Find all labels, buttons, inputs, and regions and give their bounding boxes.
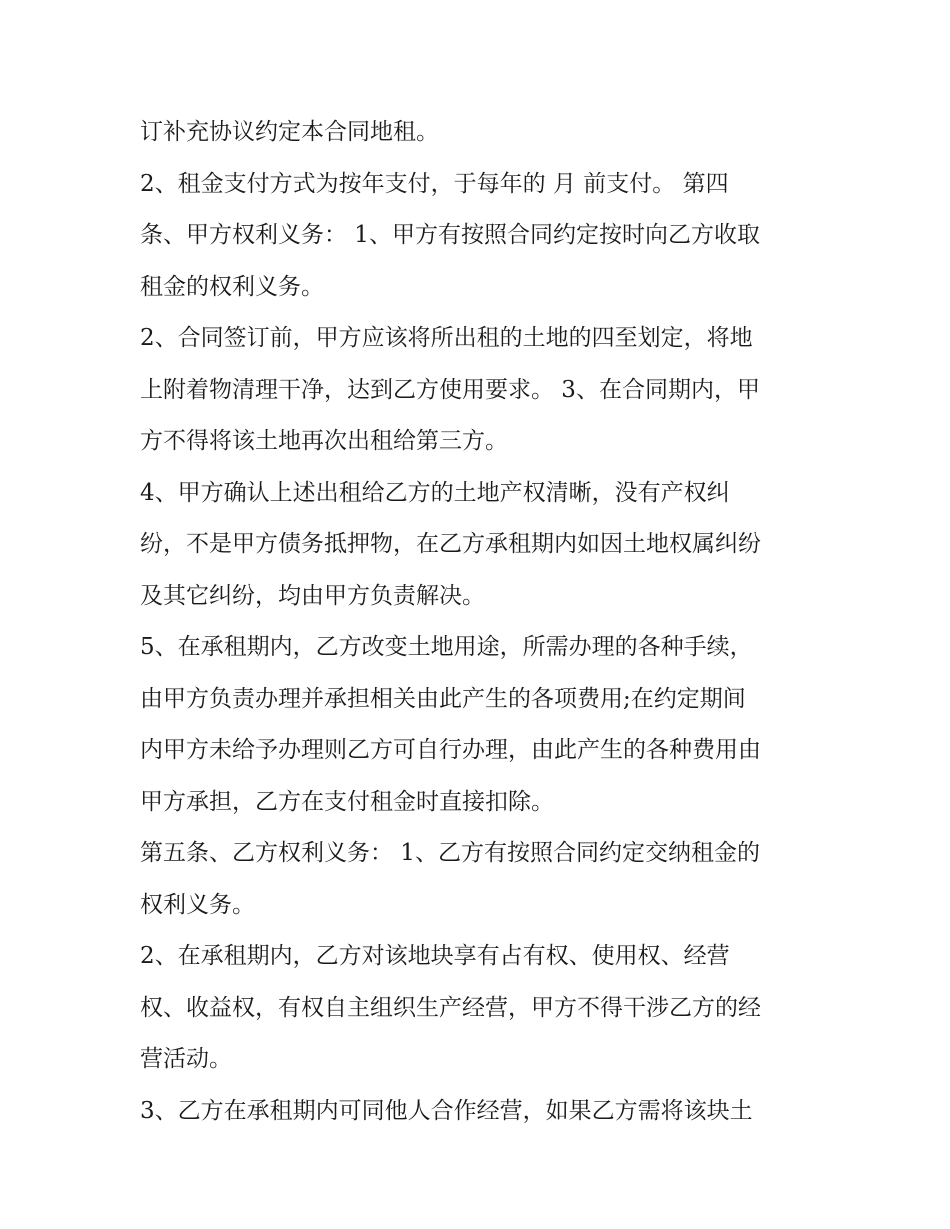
text-line: 4、甲方确认上述出租给乙方的土地产权清晰，没有产权纠 [140, 479, 730, 506]
text-line: 纷，不是甲方债务抵押物，在乙方承租期内如因土地权属纠纷 [140, 531, 761, 557]
text-line: 5、在承租期内，乙方改变土地用途，所需办理的各种手续， [140, 634, 753, 660]
text-line: 方不得将该土地再次出租给第三方。 [140, 428, 508, 454]
text-line: 2、在承租期内，乙方对该地块享有占有权、使用权、经营 [140, 943, 730, 969]
text-line: 内甲方未给予办理则乙方可自行办理，由此产生的各种费用由 [140, 737, 761, 763]
text-line: 上附着物清理干净，达到乙方使用要求。 3、在合同期内，甲 [140, 376, 760, 403]
text-line: 第五条、乙方权利义务： 1、乙方有按照合同约定交纳租金的 [140, 840, 760, 866]
text-line: 由甲方负责办理并承担相关由此产生的各项费用;在约定期间 [140, 685, 746, 712]
text-line: 甲方承担，乙方在支付租金时直接扣除。 [140, 788, 554, 815]
text-line: 2、合同签订前，甲方应该将所出租的土地的四至划定，将地 [140, 325, 753, 351]
text-line: 条、甲方权利义务： 1、甲方有按照合同约定按时向乙方收取 [140, 222, 760, 248]
document-body [140, 107, 830, 1137]
text-line: 权、收益权，有权自主组织生产经营，甲方不得干涉乙方的经 [140, 994, 761, 1021]
text-line: 租金的权利义务。 [140, 273, 324, 300]
text-line: 权利义务。 [140, 891, 255, 918]
text-line: 订补充协议约定本合同地租。 [140, 119, 439, 145]
text-line: 营活动。 [140, 1046, 232, 1072]
text-line: 及其它纠纷，均由甲方负责解决。 [140, 582, 485, 609]
text-line: 2、租金支付方式为按年支付，于每年的 月 前支付。 第四 [140, 170, 729, 197]
text-line: 3、乙方在承租期内可同他人合作经营，如果乙方需将该块土 [140, 1097, 753, 1124]
